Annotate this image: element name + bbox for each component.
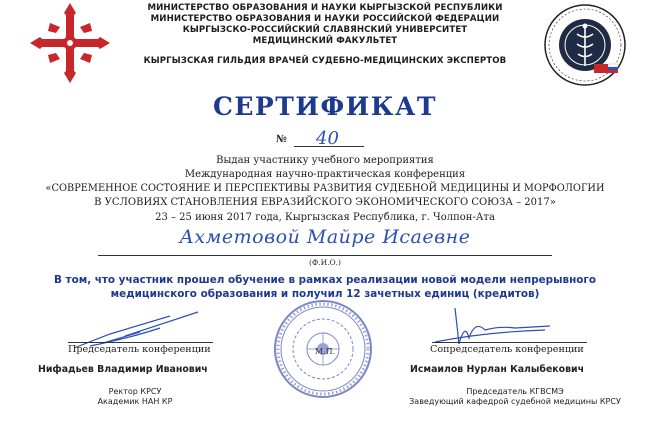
ministry-kr-line: МИНИСТЕРСТВО ОБРАЗОВАНИЯ И НАУКИ КЫРГЫЗСКОЙ РЕСПУБЛИКИ <box>147 3 503 13</box>
left-signature-line <box>68 342 213 343</box>
cross-emblem-icon <box>30 3 110 83</box>
ministry-rf-line: МИНИСТЕРСТВО ОБРАЗОВАНИЯ И НАУКИ РОССИЙСКОЙ ФЕДЕРАЦИИ <box>150 14 500 24</box>
right-name: Исмаилов Нурлан Калыбекович <box>410 364 585 375</box>
left-name: Нифадьев Владимир Иванович <box>38 364 208 375</box>
faculty-line: МЕДИЦИНСКИЙ ФАКУЛЬТЕТ <box>252 36 398 46</box>
university-line: КЫРГЫЗСКО-РОССИЙСКИЙ СЛАВЯНСКИЙ УНИВЕРСИТЕТ <box>182 25 468 35</box>
number-label: № <box>276 134 287 145</box>
date-place: 23 – 25 июня 2017 года, Кыргызская Республика, г. Чолпон-Ата <box>155 212 495 223</box>
stamp-label: М.П. <box>314 347 336 356</box>
statement-line-1: В том, что участник прошел обучение в рамках реализации новой модели непрерывного <box>54 274 596 286</box>
number-underline <box>294 146 364 147</box>
issued-line: Выдан участнику учебного мероприятия <box>216 155 434 166</box>
certificate-number <box>272 130 392 148</box>
fio-label: (Ф.И.О.) <box>309 258 341 267</box>
certificate-title: СЕРТИФИКАТ <box>212 92 438 121</box>
number-value: 40 <box>316 128 339 149</box>
right-signature-line <box>432 342 587 343</box>
left-title-1: Ректор КРСУ <box>108 387 162 396</box>
right-role: Сопредседатель конференции <box>430 344 584 355</box>
university-seal-icon <box>544 4 626 86</box>
statement-line-2: медицинского образования и получил 12 зачетных единиц (кредитов) <box>110 288 540 300</box>
right-title-1: Председатель КГВСМЭ <box>466 387 564 396</box>
recipient-name: Ахметовой Майре Исаевне <box>179 226 471 248</box>
left-role: Председатель конференции <box>68 344 211 355</box>
right-title-2: Заведующий кафедрой судебной медицины КРСУ <box>409 397 621 406</box>
left-title-2: Академик НАН КР <box>97 397 173 406</box>
guild-line: КЫРГЫЗСКАЯ ГИЛЬДИЯ ВРАЧЕЙ СУДЕБНО-МЕДИЦИНСКИХ ЭКСПЕРТОВ <box>143 56 507 66</box>
conference-name-1: «СОВРЕМЕННОЕ СОСТОЯНИЕ И ПЕРСПЕКТИВЫ РАЗВИТИЯ СУДЕБНОЙ МЕДИЦИНЫ И МОРФОЛОГИИ <box>45 183 605 194</box>
conference-name-2: В УСЛОВИЯХ СТАНОВЛЕНИЯ ЕВРАЗИЙСКОГО ЭКОНОМИЧЕСКОГО СОЮЗА – 2017» <box>94 197 556 208</box>
recipient-underline <box>98 255 552 256</box>
conference-type: Международная научно-практическая конференция <box>184 169 466 180</box>
